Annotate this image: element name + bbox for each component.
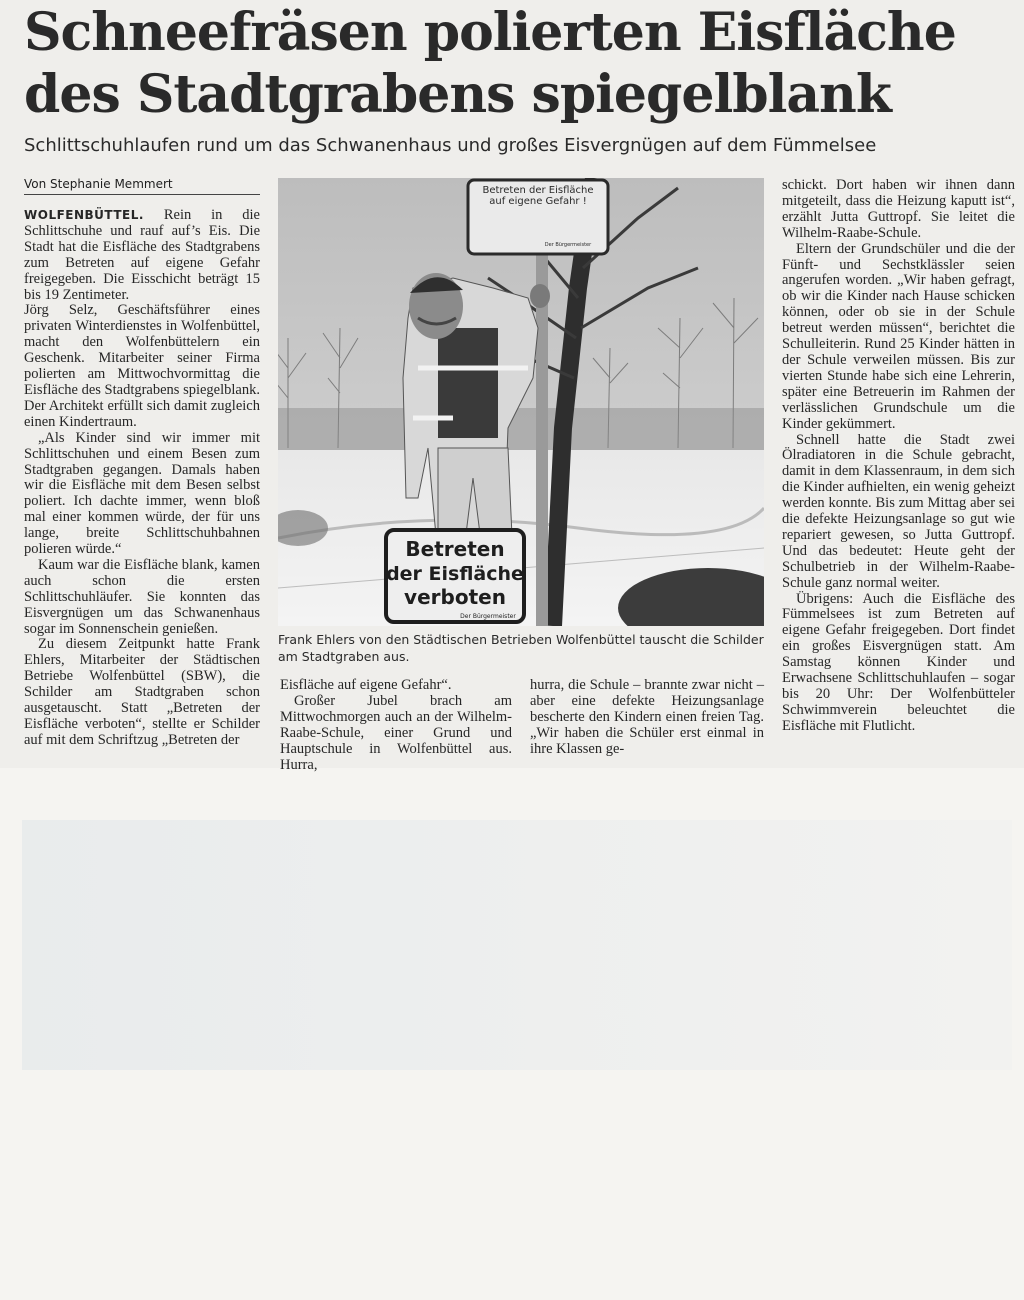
paragraph: Kaum war die Eisfläche blank, kamen auch schon die ersten Schlittschuhläufer. Sie konnten das Eisvergnügen um das Schwanenhaus sogar im Sonnenschein genießen.: [24, 556, 260, 637]
headline-line-1: Schneefräsen polierten Eisfläche: [24, 2, 956, 63]
paragraph: schickt. Dort haben wir ihnen dann mitgeteilt, dass die Heizung kaputt ist“, erzählt Jutta Guttropf. Sie leitet die Wilhelm-Raabe-Schule.: [782, 177, 1015, 241]
sign-bottom-line-3: verboten: [404, 585, 506, 609]
photo-caption: Frank Ehlers von den Städtischen Betrieben Wolfenbüttel tauscht die Schilder am Stadtgraben aus.: [278, 632, 764, 664]
paragraph: Schnell hatte die Stadt zwei Ölradiatoren in die Schule gebracht, damit in dem Klassenraum, in dem sich die Kinder aufhielten, ein wenig geheizt werden konnte. Bis zum Mittag aber sei die defekte Heizungsanlage so gut wie repariert gewesen, so Jutta Guttropf. Und das bedeutet: Heute geht der Schulbetrieb in der Wilhelm-Raabe-Schule ganz normal weiter.: [782, 431, 1015, 591]
sign-bottom-small: Der Bürgermeister: [460, 613, 516, 620]
scan-background-shadow: [22, 820, 1012, 1070]
paragraph: Eltern der Grundschüler und die der Fünft- und Sechstklässler seien angerufen worden. „Wir haben gefragt, ob wir die Kinder nach Hause schicken können, oder ob sie in der Schule betreut werden müssen“, berichtet die Schulleiterin. Rund 25 Kinder hätten in der Schule verweilen müssen. Bis zur vierten Stunde habe sich eine Lehrerin, später eine Betreuerin im Rahmen der verlässlichen Grundschule um die Kinder gekümmert.: [782, 240, 1015, 432]
sign-top-small: Der Bürgermeister: [544, 242, 592, 248]
paragraph: hurra, die Schule – brannte zwar nicht – aber eine defekte Heizungsanlage bescherte den Kindern einen freien Tag. „Wir haben die Schüler erst einmal in ihre Klassen ge-: [530, 677, 764, 757]
paragraph: Zu diesem Zeitpunkt hatte Frank Ehlers, Mitarbeiter der Städtischen Betriebe Wolfenbüttel (SBW), die Schilder am Stadtgraben schon ausgetauscht. Statt „Betreten der Eisfläche verboten“, stellte er Schilder auf mit dem Schriftzug „Betreten der: [24, 636, 260, 748]
paragraph: [24, 208, 260, 303]
paragraph: Eisfläche auf eigene Gefahr“.: [280, 677, 452, 693]
sign-bottom: [386, 530, 524, 622]
paragraph: „Als Kinder sind wir immer mit Schlittschuhen und einem Besen zum Stadtgraben gegangen. Damals haben wir die Eisfläche mit dem Besen selbst poliert. Ich dachte immer, wenn bloß mal einer kommen würde, der für uns lange, breite Schlittschuhbahnen polieren würde.“: [24, 429, 260, 558]
sign-bottom-line-2: der Eisfläche: [386, 563, 524, 585]
sign-top-line-1: Betreten der Eisfläche: [482, 185, 594, 196]
paragraph-text: Rein in die Schlittschuhe und rauf auf’s Eis. Die Stadt hat die Eisfläche des Stadtgrabens zum Betreten auf eigene Gefahr freigegeben. Die Eisschicht beträgt 15 bis 19 Zentimeter.: [24, 207, 260, 303]
photo-illustration: [278, 178, 764, 626]
sign-top: [468, 180, 608, 254]
headline: [24, 2, 1014, 126]
article-column-3: [530, 678, 764, 758]
headline-line-2: des Stadtgrabens spiegelblank: [24, 64, 891, 125]
article-column-2: [280, 678, 512, 773]
subheadline: Schlittschuhlaufen rund um das Schwanenhaus und großes Eisvergnügen auf dem Fümmelsee: [24, 135, 877, 156]
paragraph: Jörg Selz, Geschäftsführer eines privaten Winterdienstes in Wolfenbüttel, macht den Wolfenbüttelern ein Geschenk. Mitarbeiter seiner Firma polierten am Mittwochvormittag die Eisfläche des Stadtgrabens spiegelblank. Der Architekt erfüllt sich damit zugleich einen Kindertraum.: [24, 302, 260, 430]
paragraph: Großer Jubel brach am Mittwochmorgen auch an der Wilhelm-Raabe-Schule, einer Grund und Hauptschule in Wolfenbüttel aus. Hurra,: [280, 692, 512, 773]
article-photo: [278, 178, 764, 626]
sign-top-line-2: auf eigene Gefahr !: [489, 196, 587, 207]
dateline: WOLFENBÜTTEL.: [24, 208, 144, 222]
article-column-1: [24, 208, 260, 749]
paragraph: Übrigens: Auch die Eisfläche des Fümmelsees ist zum Betreten auf eigene Gefahr freigegeben. Dort findet ein großes Eisvergnügen statt. Am Samstag können Kinder und Erwachsene Schlittschuhlaufen – sogar bis 20 Uhr: Der Wolfenbütteler Schwimmverein beleuchtet die Eisfläche mit Flutlicht.: [782, 590, 1015, 734]
sign-bottom-line-1: Betreten: [405, 537, 505, 561]
article-column-4: [782, 178, 1015, 735]
byline: Von Stephanie Memmert: [24, 177, 260, 195]
